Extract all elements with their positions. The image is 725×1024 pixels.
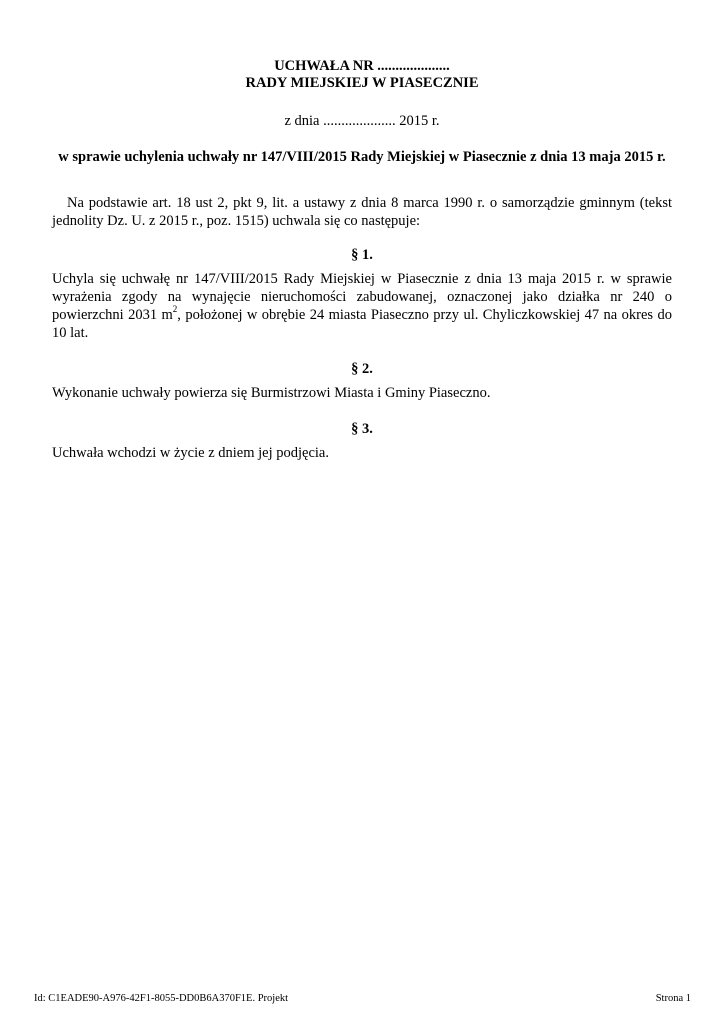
section-1-text-part1: Uchyla się uchwałę nr 147/VIII/2015 Rady Miejskiej w Piasecznie z dnia 13 maja 2015 r. w sprawie wyrażenia zgody na wynajęcie nieruchomości zabudowanej, oznaczonej jako działka nr 240 o powierzchni 2031 m <box>52 271 672 323</box>
section-2-mark: § 2. <box>351 361 373 377</box>
resolution-subject: w sprawie uchylenia uchwały nr 147/VIII/2015 Rady Miejskiej w Piasecznie z dnia 13 maja 2015 r. <box>58 149 666 165</box>
section-1-superscript: 2 <box>172 304 178 315</box>
legal-basis-paragraph: Na podstawie art. 18 ust 2, pkt 9, lit. a ustawy z dnia 8 marca 1990 r. o samorządzie gminnym (tekst jednolity Dz. U. z 2015 r., poz. 1515) uchwala się co następuje: <box>52 195 672 229</box>
resolution-date: z dnia .................... 2015 r. <box>284 113 440 129</box>
section-1-text <box>52 270 672 342</box>
section-3-mark: § 3. <box>351 421 373 437</box>
section-1-mark: § 1. <box>351 247 373 263</box>
section-2-text: Wykonanie uchwały powierza się Burmistrzowi Miasta i Gminy Piaseczno. <box>52 385 491 401</box>
resolution-title: UCHWAŁA NR .................... <box>274 58 450 74</box>
page-number: Strona 1 <box>655 993 691 1004</box>
council-name: RADY MIEJSKIEJ W PIASECZNIE <box>245 75 479 91</box>
section-3-text: Uchwała wchodzi w życie z dniem jej podjęcia. <box>52 445 329 461</box>
document-body <box>52 58 672 462</box>
section-1-text-part2: , położonej w obrębie 24 miasta Piaseczno przy ul. Chyliczkowskiej 47 na okres do 10 lat. <box>52 307 672 341</box>
document-id: Id: C1EADE90-A976-42F1-8055-DD0B6A370F1E. Projekt <box>34 993 289 1004</box>
